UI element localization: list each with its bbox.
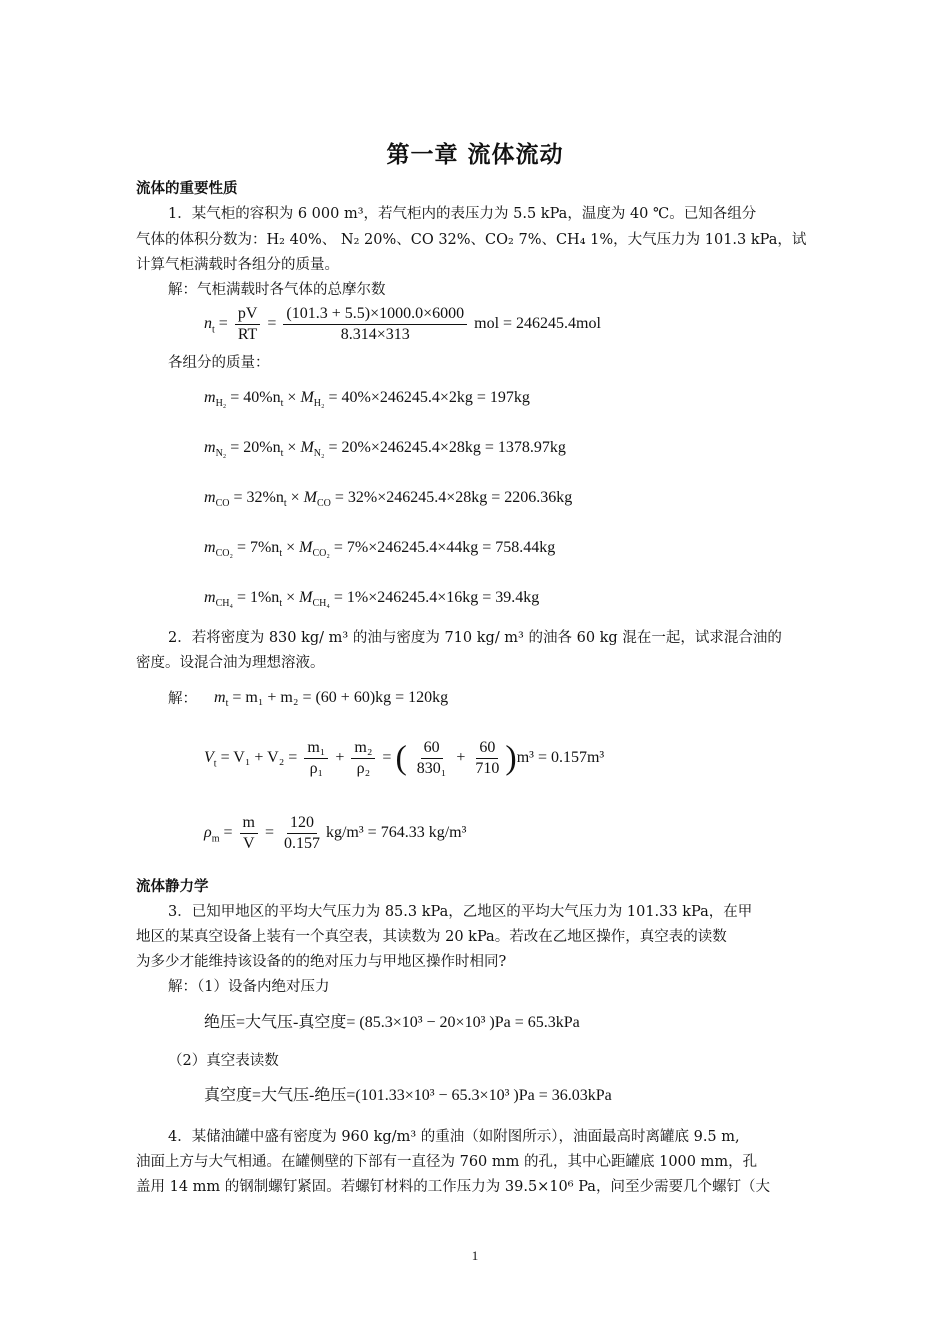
problem-2-line-1: 2．若将密度为 830 kg/ m³ 的油与密度为 710 kg/ m³ 的油各 60 kg 混在一起，试求混合油的 bbox=[168, 630, 782, 646]
eq-mid: = 40%n bbox=[226, 389, 281, 406]
fraction-m2-rho2 bbox=[351, 738, 375, 779]
eq-var: V bbox=[204, 749, 214, 767]
fraction-values bbox=[283, 304, 467, 345]
eq-sub: CO₂ bbox=[312, 548, 330, 560]
page-number: 1 bbox=[471, 1248, 479, 1263]
problem-3-line-3: 为多少才能维持该设备的的绝对压力与甲地区操作时相同? bbox=[136, 954, 507, 970]
eq-sub: H₂ bbox=[215, 398, 227, 410]
problem-4-line-1: 4．某储油罐中盛有密度为 960 kg/m³ 的重油（如附图所示），油面最高时离罐底 9.5 m, bbox=[168, 1129, 740, 1145]
components-intro: 各组分的质量： bbox=[168, 355, 270, 371]
equation-vacuum-reading: 真空度=大气压-绝压=(101.33×10³ − 65.3×10³ )Pa = 36.03kPa bbox=[204, 1087, 612, 1104]
section-heading-fluid-properties: 流体的重要性质 bbox=[136, 181, 238, 197]
section-heading-fluid-statics: 流体静力学 bbox=[136, 879, 209, 895]
frac-num: 60 bbox=[476, 738, 498, 759]
eq-sub: N₂ bbox=[313, 448, 325, 460]
problem-3-solution-2: （2）真空表读数 bbox=[168, 1053, 279, 1069]
equation-total-moles: $n_t$ = $\frac{pV}{RT}$ = $\frac{(101.3 + 5.5)\times 1000.0\times 6000}{8.314\times 313}$ mol = 246245.4mol bbox=[204, 305, 601, 343]
equation-mass-co2: $m_{CO_2} = 7\%n_t \times M_{CO_2} = 7\%\times 246245.4\times 44kg = 758.44kg$ bbox=[204, 539, 556, 560]
problem-3-solution-1: 解：（1）设备内绝对压力 bbox=[168, 979, 330, 995]
eq-result: = 32%×246245.4×28kg = 2206.36kg bbox=[330, 489, 573, 506]
equation-mass-ch4: $m_{CH_4} = 1\%n_t \times M_{CH_4} = 1\%\times 246245.4\times 16kg = 39.4kg$ bbox=[204, 589, 540, 610]
eq-result: = 1%×246245.4×16kg = 39.4kg bbox=[329, 589, 540, 606]
frac-num: m₁ bbox=[304, 738, 328, 759]
frac-den: ρ₂ bbox=[356, 760, 371, 777]
frac-den: 8.314×313 bbox=[340, 326, 410, 343]
frac-den: V bbox=[242, 835, 255, 852]
eq-sub: CO bbox=[316, 498, 331, 510]
frac-num: 60 bbox=[421, 738, 443, 759]
eq-result: = 20%×246245.4×28kg = 1378.97kg bbox=[324, 439, 566, 456]
problem-3-line-2: 地区的某真空设备上装有一个真空表，其读数为 20 kPa。若改在乙地区操作，真空表的读数 bbox=[136, 929, 727, 945]
frac-num: pV bbox=[235, 304, 261, 325]
problem-1-line-2: 气体的体积分数为：H₂ 40%、 N₂ 20%、CO 32%、CO₂ 7%、CH₄ 1%，大气压力为 101.3 kPa，试 bbox=[136, 232, 807, 248]
problem-4-line-3: 盖用 14 mm 的钢制螺钉紧固。若螺钉材料的工作压力为 39.5×10⁶ Pa，问至少需要几个螺钉（大 bbox=[136, 1179, 770, 1195]
fraction-mt-vt bbox=[240, 813, 258, 854]
eq-result: = 40%×246245.4×2kg = 197kg bbox=[324, 389, 530, 406]
eq-sub: N₂ bbox=[215, 448, 227, 460]
fraction-m1-rho1 bbox=[304, 738, 328, 779]
eq-sub: m bbox=[211, 833, 220, 845]
equation-absolute-pressure: 绝压=大气压-真空度= (85.3×10³ − 20×10³ )Pa = 65.3kPa bbox=[204, 1014, 580, 1031]
problem-2-solution-label: 解： bbox=[168, 691, 197, 707]
frac-den: RT bbox=[237, 326, 258, 343]
eq-mid: = 20%n bbox=[226, 439, 281, 456]
equation-total-volume: $V_t = V_1 + V_2$ = $\frac{\text{m₁}}{\text{ρ₁}}$ + $\frac{\text{m₂}}{\text{ρ₂}}$ = ( $\frac{60}{\text{830₁}}$ + $\frac{60}{710}$ )m³ = 0.157m³ bbox=[204, 739, 605, 777]
eq-mid: = 32%n bbox=[229, 489, 284, 506]
frac-den: 830₁ bbox=[416, 760, 447, 777]
eq-sub: H₂ bbox=[313, 398, 325, 410]
eq-mid: = V₁ + V₂ = bbox=[216, 749, 302, 767]
equation-mass-n2: $m_{N_2} = 20\%n_t \times M_{N_2} = 20\%\times 246245.4\times 28kg = 1378.97kg$ bbox=[204, 439, 566, 460]
eq-mid: = 1%n bbox=[232, 589, 280, 606]
eq-result: = 7%×246245.4×44kg = 758.44kg bbox=[329, 539, 556, 556]
problem-1-solution-intro: 解：气柜满载时各气体的总摩尔数 bbox=[168, 282, 386, 298]
eq-result: mol = 246245.4mol bbox=[474, 315, 601, 333]
eq-sub: CH₄ bbox=[312, 598, 330, 610]
frac-den: 710 bbox=[475, 760, 500, 777]
equation-mixture-density: $\rho_m$ = $\frac{m}{V}$ = $\frac{120}{0.157}$ kg/m³ = 764.33 kg/m³ bbox=[204, 814, 467, 852]
frac-num: m₂ bbox=[351, 738, 375, 759]
eq-var: m bbox=[214, 689, 226, 706]
eq-result: m³ = 0.157m³ bbox=[516, 749, 605, 767]
eq-var: ρ bbox=[204, 824, 212, 842]
fraction-60-830 bbox=[414, 738, 450, 779]
problem-4-line-2: 油面上方与大气相通。在罐侧壁的下部有一直径为 760 mm 的孔，其中心距罐底 1000 mm，孔 bbox=[136, 1154, 758, 1170]
frac-num: (101.3 + 5.5)×1000.0×6000 bbox=[283, 304, 467, 325]
eq-var: n bbox=[204, 315, 212, 333]
frac-den: ρ₁ bbox=[309, 760, 324, 777]
frac-num: 120 bbox=[287, 813, 317, 834]
fraction-120-0157 bbox=[281, 813, 323, 854]
problem-3-line-1: 3．已知甲地区的平均大气压力为 85.3 kPa，乙地区的平均大气压力为 101.33 kPa，在甲 bbox=[168, 904, 753, 920]
chapter-title: 第一章 流体流动 bbox=[386, 142, 564, 168]
problem-1-line-3: 计算气柜满载时各组分的质量。 bbox=[136, 257, 339, 273]
eq-result: kg/m³ = 764.33 kg/m³ bbox=[325, 824, 467, 842]
eq-sub: CH₄ bbox=[215, 598, 233, 610]
eq-sub: CO bbox=[215, 498, 230, 510]
equation-total-mass: $m_t = m_1 + m_2 = (60 + 60)kg = 120kg$ bbox=[214, 689, 449, 710]
eq-sub: t bbox=[212, 324, 215, 336]
eq-mid: = 7%n bbox=[232, 539, 280, 556]
eq-result: = m₁ + m₂ = (60 + 60)kg = 120kg bbox=[228, 689, 449, 706]
fraction-60-710 bbox=[472, 738, 502, 779]
frac-num: m bbox=[240, 813, 258, 834]
equation-mass-h2: $m_{H_2} = 40\%n_t \times M_{H_2} = 40\%\times 246245.4\times 2kg = 197kg$ bbox=[204, 389, 530, 410]
frac-den: 0.157 bbox=[283, 835, 320, 852]
problem-1-line-1: 1．某气柜的容积为 6 000 m³，若气柜内的表压力为 5.5 kPa，温度为 40 ℃。已知各组分 bbox=[168, 206, 757, 222]
eq-sub: CO₂ bbox=[215, 548, 233, 560]
fraction-pv-rt bbox=[235, 304, 261, 345]
equation-mass-co: $m_{CO} = 32\%n_t \times M_{CO} = 32\%\times 246245.4\times 28kg = 2206.36kg$ bbox=[204, 489, 573, 510]
problem-2-line-2: 密度。设混合油为理想溶液。 bbox=[136, 655, 325, 671]
